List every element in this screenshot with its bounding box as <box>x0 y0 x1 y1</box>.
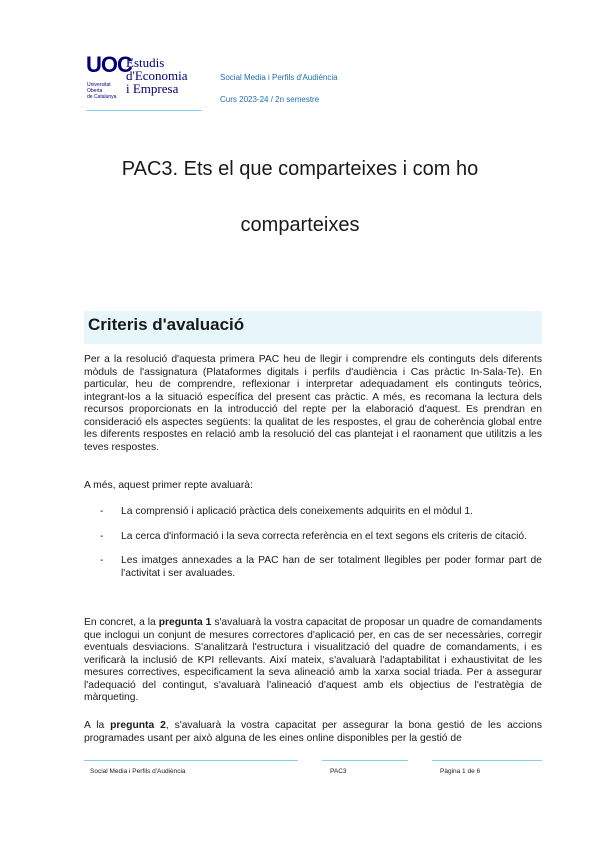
header-term: Curs 2023-24 / 2n semestre <box>220 95 320 104</box>
list-item <box>100 506 542 519</box>
title-line-2: comparteixes <box>240 214 360 236</box>
uoc-logo <box>86 54 206 108</box>
section-header <box>84 311 542 344</box>
school-line: d'Economia <box>126 68 188 83</box>
text-run: , s'avaluarà la vostra capacitat per assegurar la bona gestió de les accions programades usant per això alguna de les eines online disponibles per la gestió de <box>84 720 542 744</box>
paragraph-evaluation-intro: A més, aquest primer repte avaluarà: <box>84 480 253 491</box>
bullet-marker: - <box>100 555 104 566</box>
header-info <box>220 73 338 117</box>
paragraph-intro: Per a la resolució d'aquesta primera PAC heu de llegir i comprendre els continguts dels diferents mòduls de l'assignatura (Plataformes digitals i perfils d'audiència i Cas pràctic In-Sala-Te). En particular, heu de comprendre, reflexionar i interpretar adequadament els continguts teòrics, integrant-los a la situació específica del present cas pràctic. A més, es recomana la lectura dels recursos proporcionats en la introducció del repte per la elaboració d'aquest. Es prendran en consideració els aspectes següents: la qualitat de les respostes, el grau de coherència global entre les diferents respostes en relació amb la resolució del cas plantejat i el raonament que utilitzis a les teves respostes. <box>84 354 542 453</box>
bullet-marker: - <box>100 506 104 517</box>
footer-rule-left <box>84 760 298 761</box>
uoc-sub-line: Oberta <box>87 88 103 94</box>
paragraph-question-1 <box>84 617 542 705</box>
uoc-logo-mark: UOC <box>86 52 132 77</box>
uoc-sub-line: Universitat <box>87 82 111 88</box>
list-item-text: La cerca d'informació i la seva correcta referència en el text segons els criteris de citació. <box>121 530 528 542</box>
uoc-sub-line: de Catalunya <box>87 94 117 100</box>
list-item-text: La comprensió i aplicació pràctica dels coneixements adquirits en el mòdul 1. <box>121 506 473 517</box>
list-item-text: Les imatges annexades a la PAC han de ser totalment llegibles per poder formar part de l'activitat i ser avaluades. <box>121 555 542 579</box>
footer-code: PAC3 <box>330 768 347 775</box>
school-line: i Empresa <box>126 81 179 96</box>
school-line: Estudis <box>126 55 165 70</box>
list-item <box>100 531 542 544</box>
list-item <box>100 555 542 580</box>
evaluation-list <box>100 506 542 592</box>
logo-divider <box>86 110 202 111</box>
footer-course: Social Media i Perfils d'Audiència <box>90 768 186 775</box>
bullet-marker: - <box>100 530 104 542</box>
footer-page-number: Pàgina 1 de 6 <box>440 768 481 775</box>
question-1-label: pregunta 1 <box>158 617 212 628</box>
header-course: Social Media i Perfils d'Audiència <box>220 73 338 82</box>
title-line-1: PAC3. Ets el que comparteixes i com ho <box>121 158 479 180</box>
text-run: En concret, a la <box>84 617 159 628</box>
uoc-logo-university <box>87 82 123 100</box>
text-run: s'avaluarà la vostra capacitat de proposar un quadre de comandaments que inclogui un conjunt de mesures correctores d'aplicació per, en cas de ser necessàries, corregir eventuals desviacions. S'analitzarà l'estructura i visualització del quadre de comandaments, i es verificarà la inclusió de KPI rellevants. Així mateix, s'avaluarà l'adaptabilitat i exhaustivitat de les mesures correctives, especificament la seva alineació amb la xarxa social triada. Per a assegurar l'adequació del contingut, s'avaluarà l'alineació d'aquest amb els objectius de l'estratègia de màrqueting. <box>84 617 543 703</box>
footer-rule-middle <box>322 760 408 761</box>
footer-rule-right <box>432 760 542 761</box>
school-name <box>126 56 188 95</box>
section-title: Criteris d'avaluació <box>88 315 245 334</box>
question-2-label: pregunta 2 <box>110 720 166 731</box>
text-run: A la <box>84 720 111 731</box>
paragraph-question-2 <box>84 720 542 745</box>
